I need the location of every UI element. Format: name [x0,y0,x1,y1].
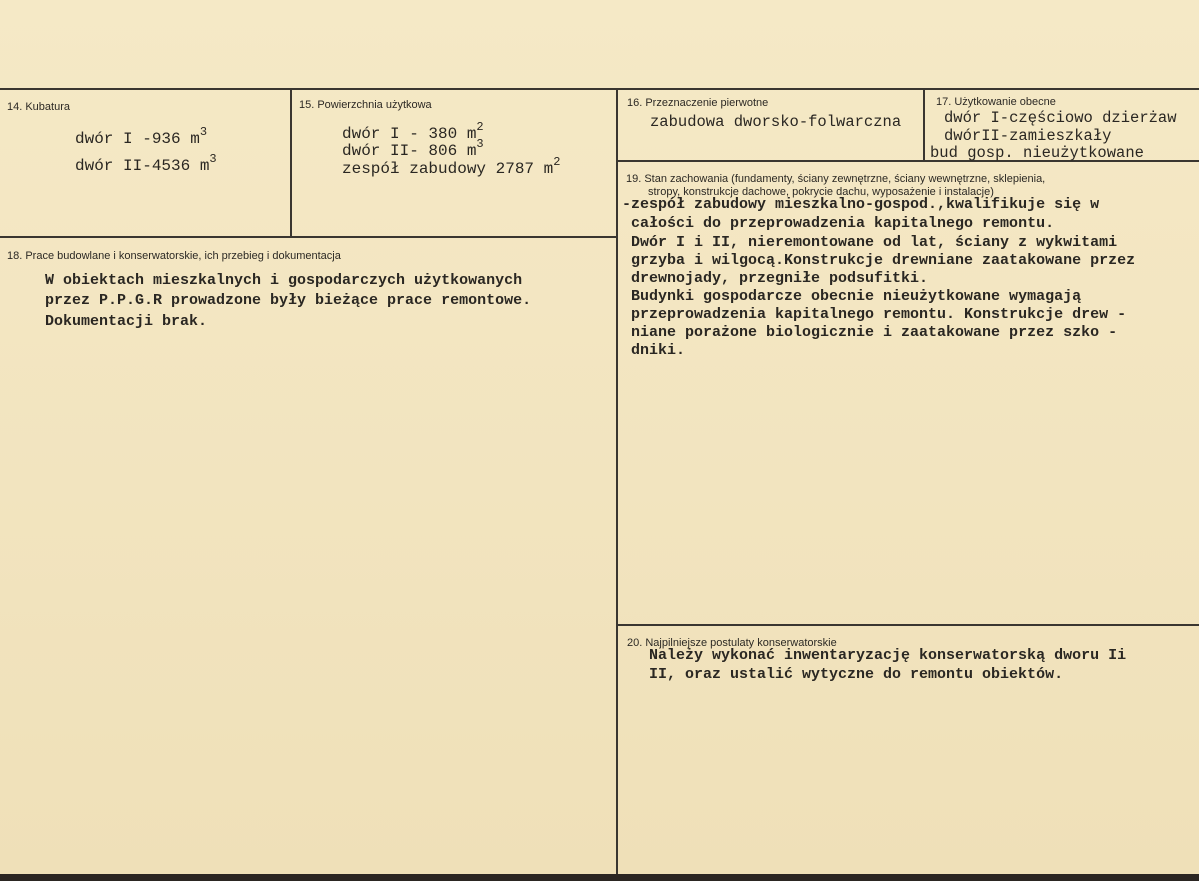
field-20-line-1: Należy wykonać inwentaryzację konserwatorską dworu Ii [649,647,1127,664]
field-19-line-6: Budynki gospodarcze obecnie nieużytkowane wymagają [631,288,1082,305]
field-19-line-5: drewnojady, przegniłe podsufitki. [631,270,929,287]
divider-14-15-bottom [0,236,617,238]
field-19-line-8: niane porażone biologicznie i zaatakowane przez szko - [631,324,1118,341]
field-19-line-2: całości do przeprowadzenia kapitalnego remontu. [631,215,1055,232]
divider-main [616,88,618,875]
field-15-line-1: dwór I - 380 $m^2$ [342,120,484,143]
field-17-line-2: dwórII-zamieszkały [944,127,1112,145]
field-19-label-2: stropy, konstrukcje dachowe, pokrycie dachu, wyposażenie i instalacje) [648,186,994,198]
scan-bottom-edge [0,874,1199,881]
field-20-label: 20. Najpilniejsze postulaty konserwatorskie [627,637,837,649]
field-14-line-2: dwór II-4536 $m^3$ [75,152,217,175]
field-18-line-1: W obiektach mieszkalnych i gospodarczych użytkowanych [45,272,523,289]
field-20-line-2: II, oraz ustalić wytyczne do remontu obiektów. [649,666,1064,683]
field-19-line-3: Dwór I i II, nieremontowane od lat, ściany z wykwitami [631,234,1118,251]
field-17-label: 17. Użytkowanie obecne [936,96,1056,108]
field-19-line-9: dniki. [631,342,686,359]
field-15-line-3: zespół zabudowy 2787 $m^2$ [342,155,561,178]
field-14-line-1: dwór I -936 $m^3$ [75,125,208,148]
field-19-line-7: przeprowadzenia kapitalnego remontu. Konstrukcje drew - [631,306,1127,323]
field-19-line-4: grzyba i wilgocą.Konstrukcje drewniane zaatakowane przez [631,252,1136,269]
field-18-label: 18. Prace budowlane i konserwatorskie, ich przebieg i dokumentacja [7,250,341,262]
divider-14-15 [290,88,292,237]
field-17-line-1: dwór I-częściowo dzierżaw [944,109,1177,127]
field-14-label: 14. Kubatura [7,101,70,113]
field-16-label: 16. Przeznaczenie pierwotne [627,97,769,109]
field-17-line-3: bud gosp. nieużytkowane [930,144,1144,162]
divider-19-bottom [617,624,1199,626]
field-18-line-3: Dokumentacji brak. [45,313,208,330]
field-15-line-2: dwór II- 806 $m^3$ [342,137,484,160]
field-19-label-1: 19. Stan zachowania (fundamenty, ściany zewnętrzne, ściany wewnętrzne, sklepienia, [626,173,1046,185]
divider-top [0,88,1199,90]
field-19-line-1: -zespół zabudowy mieszkalno-gospod.,kwalifikuje się w [622,196,1100,213]
divider-16-17 [923,88,925,161]
field-15-label: 15. Powierzchnia użytkowa [299,99,432,111]
field-18-line-2: przez P.P.G.R prowadzone były bieżące prace remontowe. [45,292,532,309]
field-16-value: zabudowa dworsko-folwarczna [650,113,902,131]
